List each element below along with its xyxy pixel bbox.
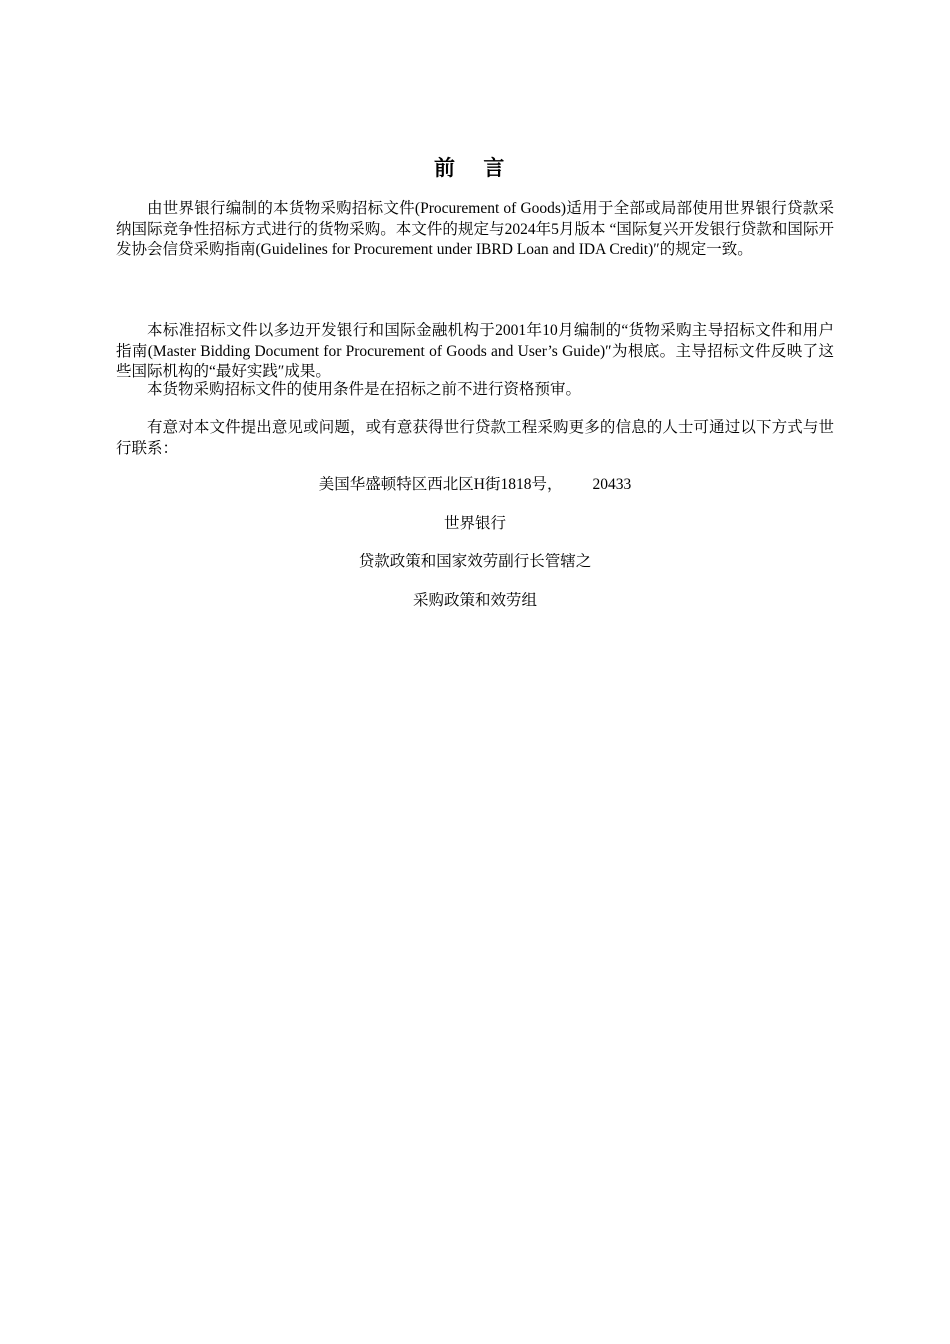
paragraph-contact-intro: 有意对本文件提出意见或问题，或有意获得世行贷款工程采购更多的信息的人士可通过以下方式与世行联系： bbox=[116, 419, 834, 457]
page-title: 前 言 bbox=[434, 156, 516, 180]
contact-address: 美国华盛顿特区西北区H街1818号， bbox=[318, 476, 563, 493]
paragraph-basis: 本标准招标文件以多边开发银行和国际金融机构于2001年10月编制的“货物采购主导招标文件和用户指南(Master Bidding Document for Procurement of Goods and User’s Guide)″为根底。主导招标文件反映了这些国际机构的“最好实践″成果。 bbox=[116, 322, 834, 381]
contact-organization: 世界银行 bbox=[443, 515, 506, 532]
contact-unit: 采购政策和效劳组 bbox=[412, 592, 537, 609]
contact-address-line bbox=[116, 475, 834, 495]
paragraph-scope: 由世界银行编制的本货物采购招标文件(Procurement of Goods)适用于全部或局部使用世界银行贷款采纳国际竞争性招标方式进行的货物采购。本文件的规定与2024年5月版本 “国际复兴开发银行贷款和国际开发协会信贷采购指南(Guidelines for Procurement under IBRD Loan and IDA Credit)″的规定一致。 bbox=[116, 200, 834, 259]
contact-postal-code: 20433 bbox=[592, 476, 632, 493]
contact-department: 贷款政策和国家效劳副行长管辖之 bbox=[358, 553, 592, 570]
paragraph-conditions: 本货物采购招标文件的使用条件是在招标之前不进行资格预审。 bbox=[147, 381, 582, 398]
